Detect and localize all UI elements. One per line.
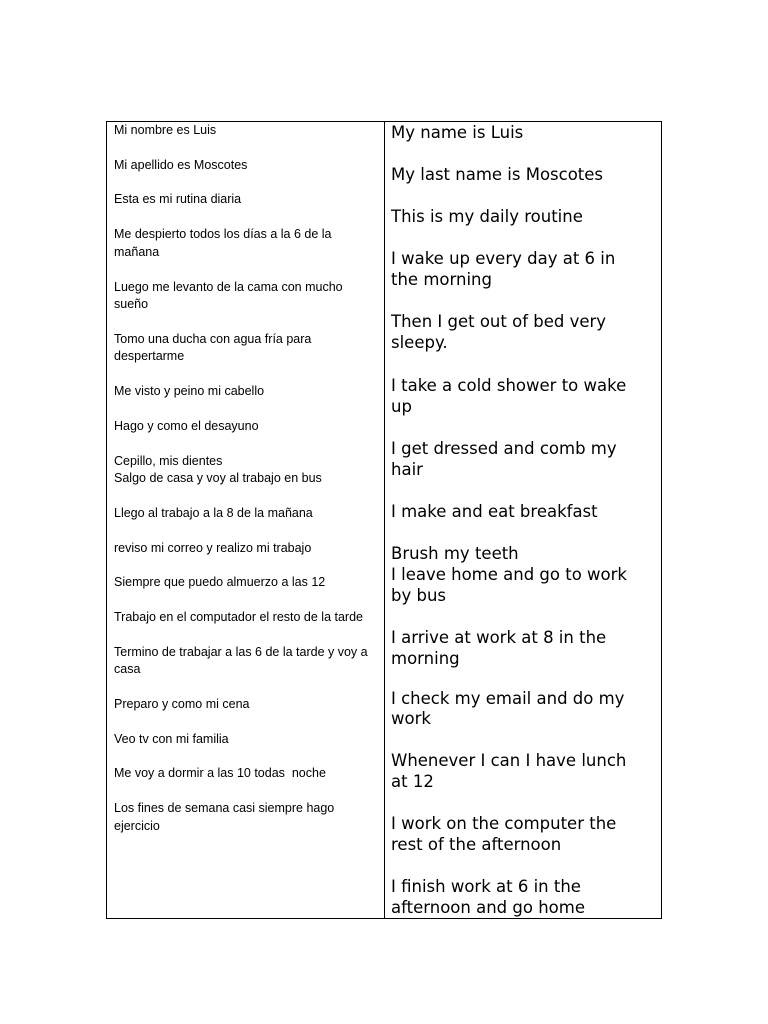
spanish-line: Veo tv con mi familia [114,732,229,746]
spanish-line: Los fines de semana casi siempre hago [114,801,335,815]
spanish-column [107,122,385,918]
english-line: rest of the afternoon [391,835,562,854]
english-line: My last name is Moscotes [391,165,604,184]
spanish-line: Salgo de casa y voy al trabajo en bus [114,471,322,485]
english-line: up [391,397,412,416]
spanish-line: Termino de trabajar a las 6 de la tarde y voy a [114,645,368,659]
spanish-line: reviso mi correo y realizo mi trabajo [114,541,312,555]
english-line: This is my daily routine [391,207,583,226]
english-column [385,122,661,918]
spanish-line: Me voy a dormir a las 10 todas noche [114,766,326,780]
english-line: by bus [391,586,447,605]
spanish-line: Trabajo en el computador el resto de la tarde [114,610,363,624]
english-line: sleepy. [391,333,448,352]
english-line: My name is Luis [391,123,524,142]
spanish-line: Cepillo, mis dientes [114,454,223,468]
spanish-line: casa [114,662,141,676]
english-line: I make and eat breakfast [391,502,598,521]
english-line: hair [391,460,423,479]
english-line: I leave home and go to work [391,565,627,584]
english-line: Brush my teeth [391,544,519,563]
spanish-line: Me visto y peino mi cabello [114,384,265,398]
spanish-line: Llego al trabajo a la 8 de la mañana [114,506,313,520]
spanish-line: Luego me levanto de la cama con mucho [114,280,343,294]
spanish-line: Tomo una ducha con agua fría para [114,332,312,346]
spanish-line: despertarme [114,349,185,363]
english-line: morning [391,649,460,668]
english-line: Whenever I can I have lunch [391,751,627,770]
english-line: afternoon and go home [391,898,585,917]
spanish-line: Esta es mi rutina diaria [114,192,242,206]
english-line: the morning [391,270,492,289]
english-line: I work on the computer the [391,814,617,833]
spanish-line: Mi nombre es Luis [114,123,217,137]
english-line: I wake up every day at 6 in [391,249,616,268]
spanish-line: ejercicio [114,819,160,833]
english-line: work [391,709,431,728]
translation-table [106,121,662,919]
spanish-line: Mi apellido es Moscotes [114,158,248,172]
spanish-line: Siempre que puedo almuerzo a las 12 [114,575,326,589]
spanish-line: mañana [114,245,160,259]
spanish-line: sueño [114,297,149,311]
english-line: at 12 [391,772,434,791]
english-line: Then I get out of bed very [391,312,607,331]
english-line: I arrive at work at 8 in the [391,628,607,647]
english-line: I finish work at 6 in the [391,877,581,896]
spanish-line: Hago y como el desayuno [114,419,259,433]
english-line: I check my email and do my [391,689,625,708]
spanish-line: Preparo y como mi cena [114,697,250,711]
english-line: I take a cold shower to wake [391,376,627,395]
spanish-line: Me despierto todos los días a la 6 de la [114,227,332,241]
english-line: I get dressed and comb my [391,439,617,458]
